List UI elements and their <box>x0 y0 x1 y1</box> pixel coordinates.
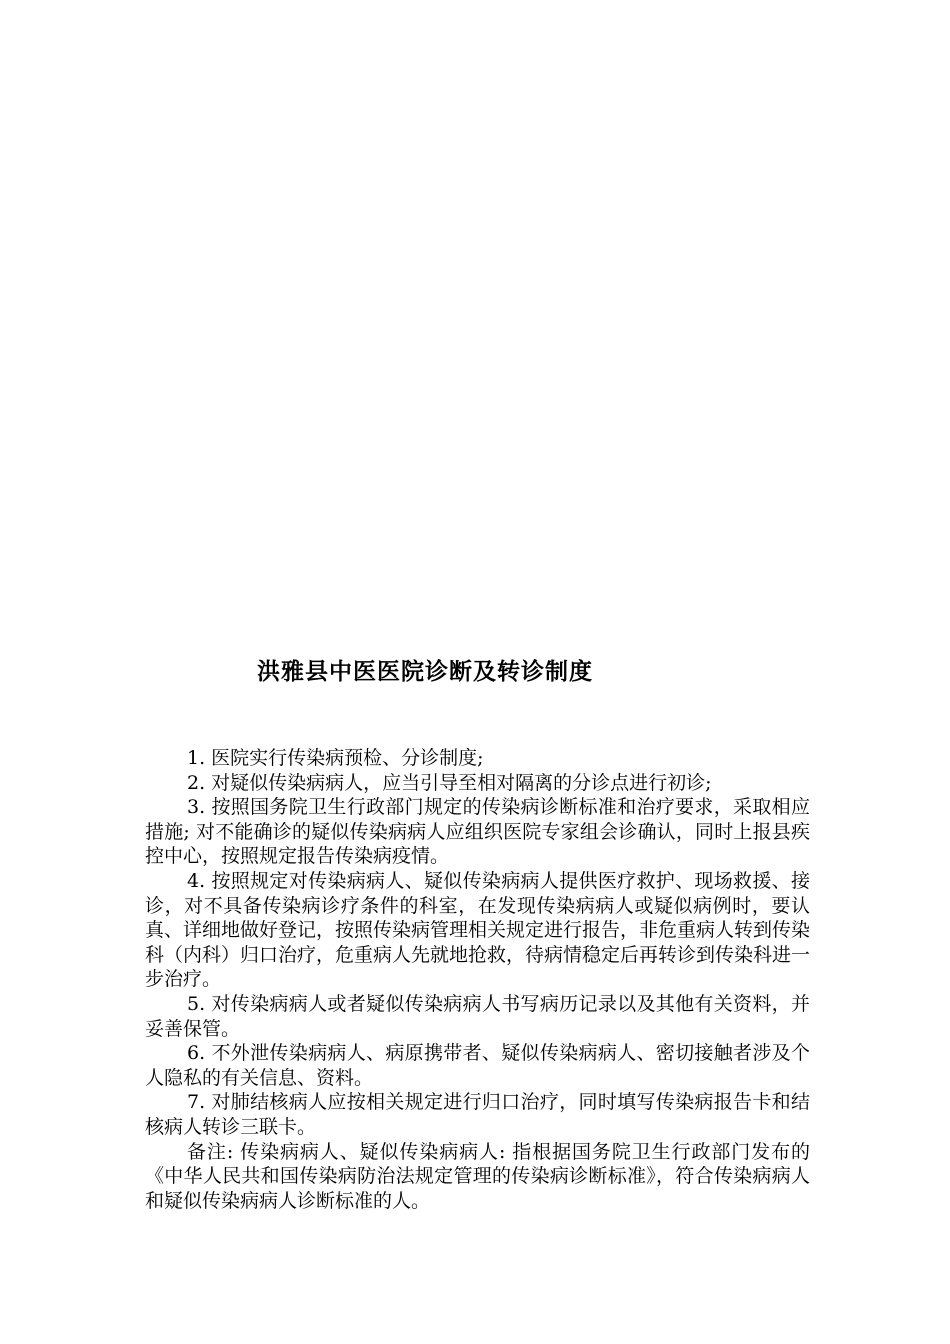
remark-paragraph: 备注: 传染病病人、疑似传染病病人: 指根据国务院卫生行政部门发布的《中华人民共和国传染病防治法规定管理的传染病诊断标准》，符合传染病病人和疑似传染病病人诊断标准的人。 <box>145 1140 810 1212</box>
paragraph-item-3: 3. 按照国务院卫生行政部门规定的传染病诊断标准和治疗要求，采取相应措施; 对不能确诊的疑似传染病病人应组织医院专家组会诊确认，同时上报县疾控中心，按照规定报告传染病疫情。 <box>145 796 810 868</box>
paragraph-item-6: 6. 不外泄传染病病人、病原携带者、疑似传染病病人、密切接触者涉及个人隐私的有关信息、资料。 <box>145 1042 810 1089</box>
paragraph-item-1: 1. 医院实行传染病预检、分诊制度; <box>187 747 484 769</box>
paragraph-item-2: 2. 对疑似传染病病人，应当引导至相对隔离的分诊点进行初诊; <box>187 771 712 794</box>
paragraph-item-4: 4. 按照规定对传染病病人、疑似传染病病人提供医疗救护、现场救援、接诊，对不具备传染病诊疗条件的科室，在发现传染病病人或疑似病例时，要认真、详细地做好登记，按照传染病管理相关规定进行报告，非危重病人转到传染科（内科）归口治疗，危重病人先就地抢救，待病情稳定后再转诊到传染科进一步治疗。 <box>145 869 811 991</box>
paragraph-item-7: 7. 对肺结核病人应按相关规定进行归口治疗，同时填写传染病报告卡和结核病人转诊三联卡。 <box>145 1091 810 1138</box>
document-body <box>145 746 810 1213</box>
document-title: 洪雅县中医医院诊断及转诊制度 <box>257 659 593 685</box>
paragraph-item-5: 5. 对传染病病人或者疑似传染病病人书写病历记录以及其他有关资料，并妥善保管。 <box>145 992 810 1040</box>
